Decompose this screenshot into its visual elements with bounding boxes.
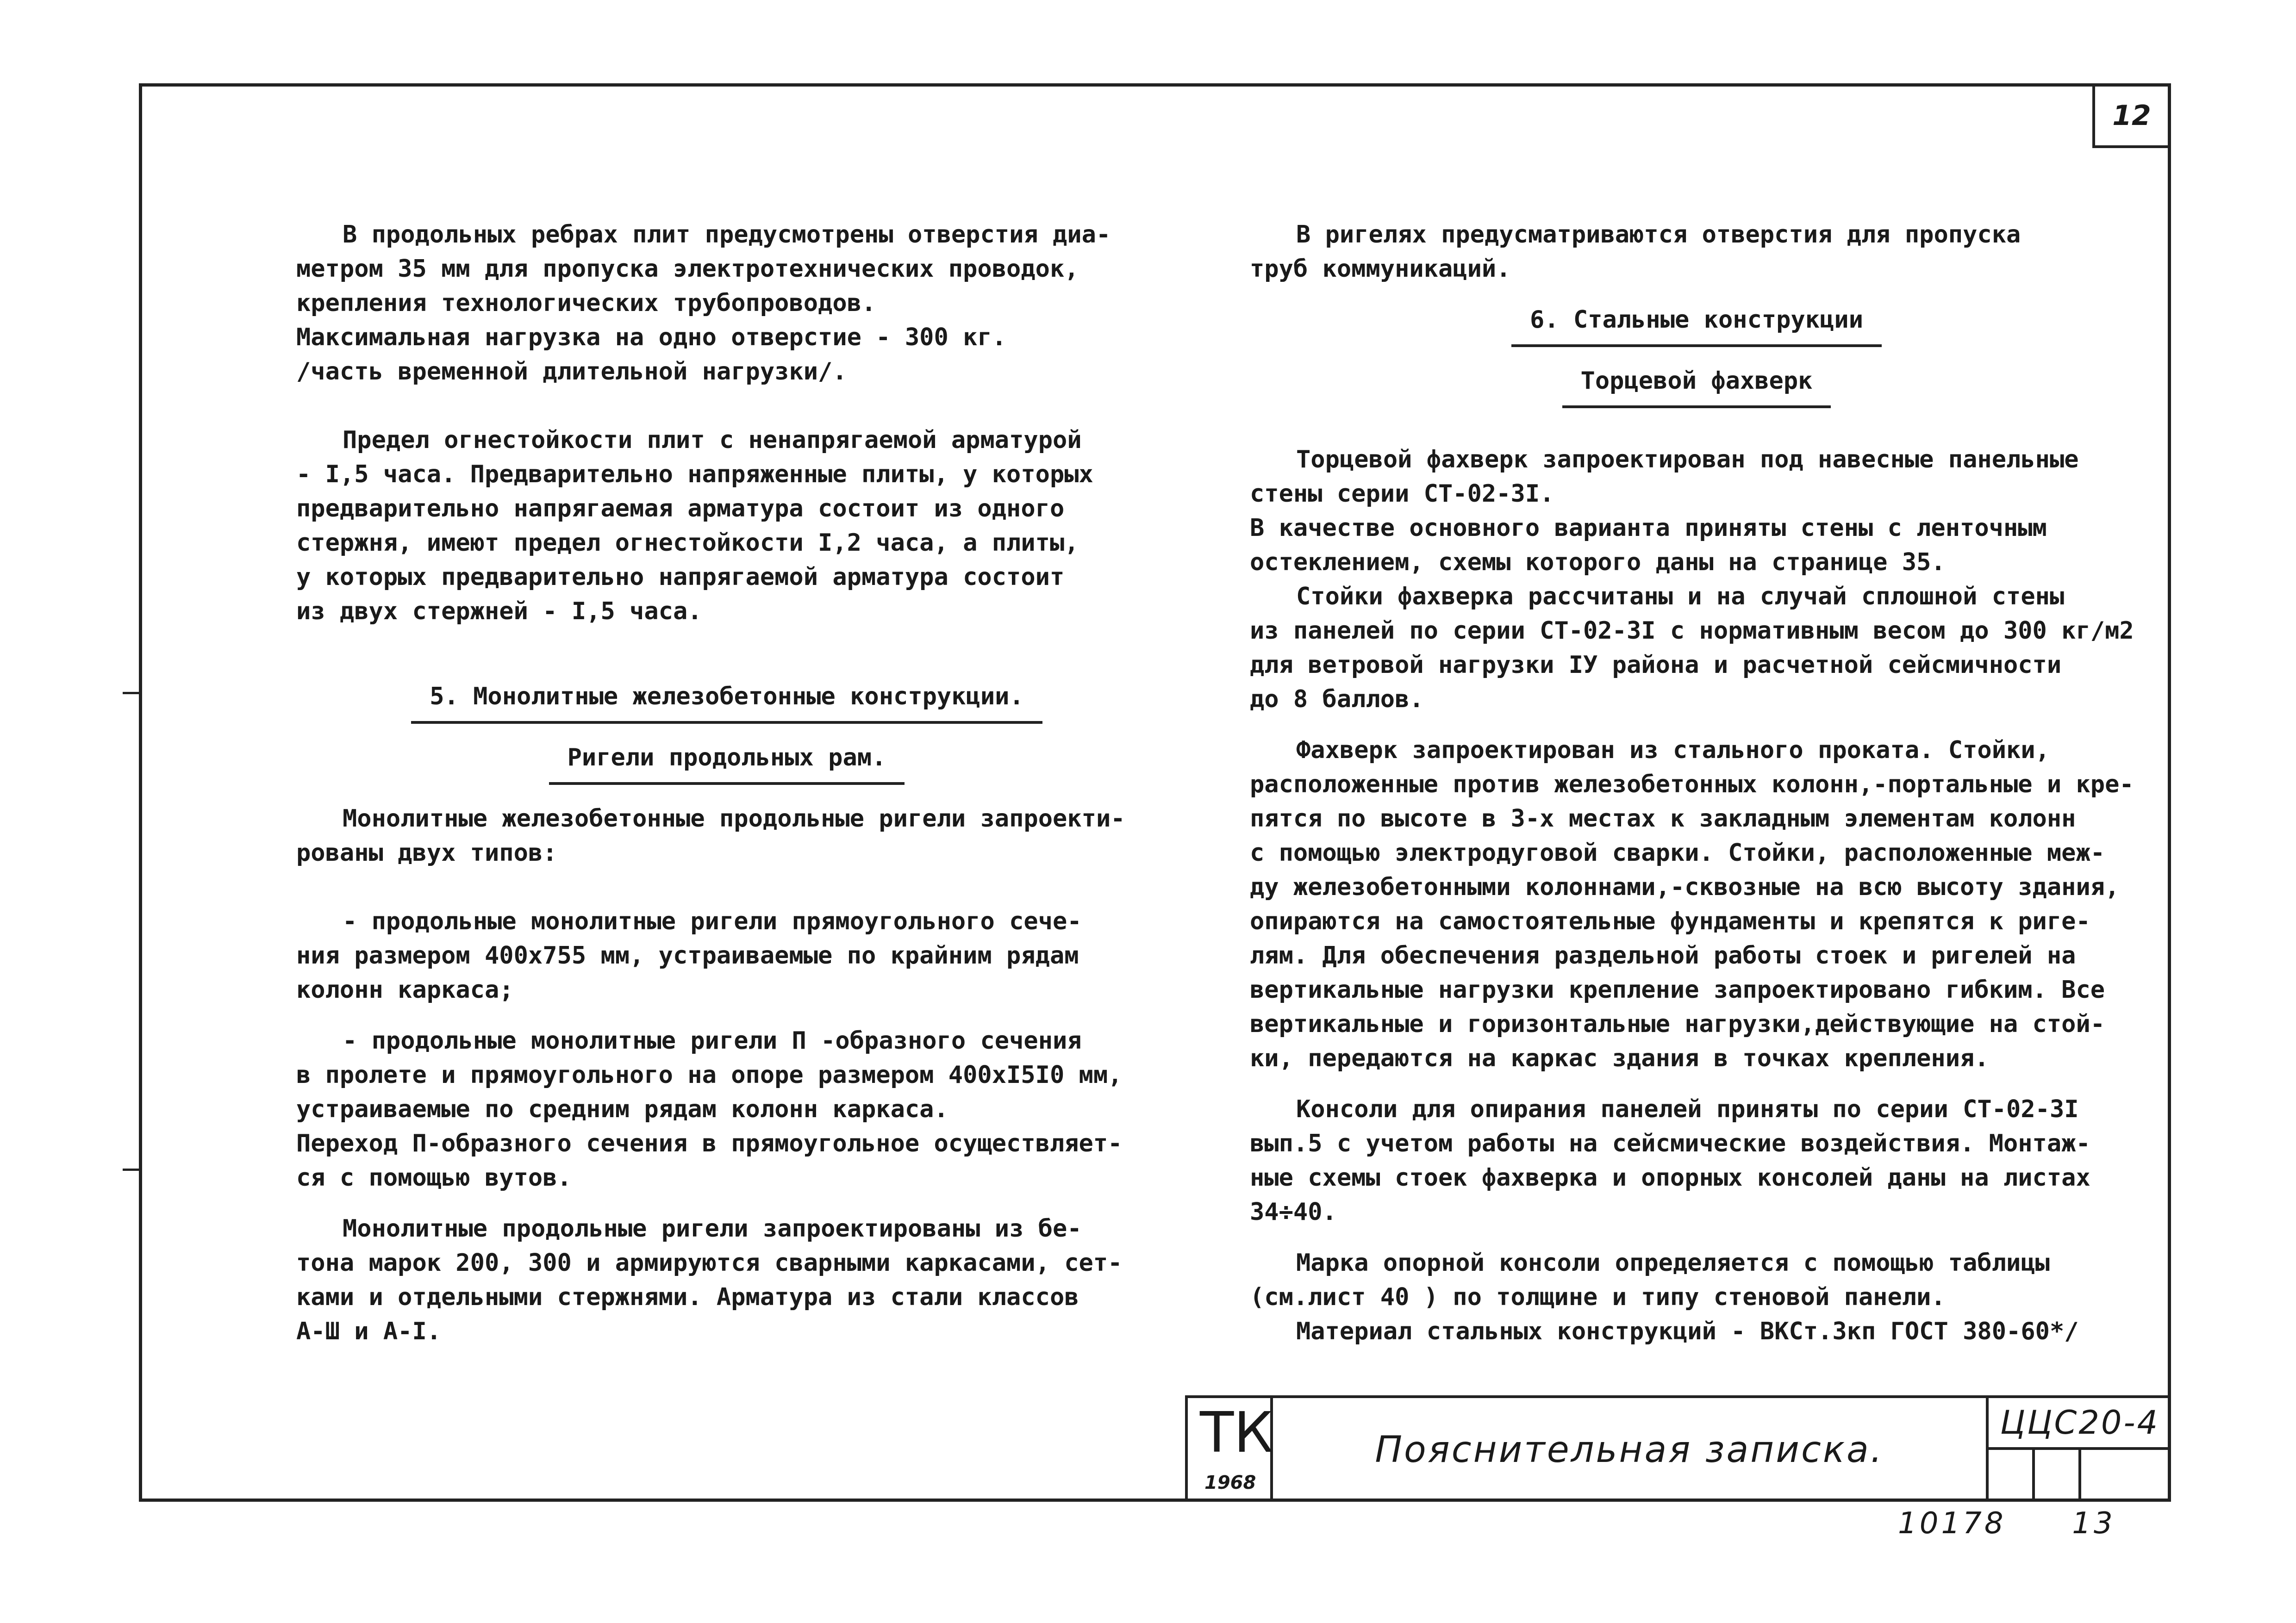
- paragraph-line: пятся по высоте в 3-х местах к закладным элементам колонн: [1250, 805, 2076, 833]
- title-block: [1185, 1395, 2171, 1502]
- list-item: - продольные монолитные ригели П -образного сечения: [343, 1027, 1082, 1055]
- paragraph-line: /часть временной длительной нагрузки/.: [296, 358, 847, 386]
- paragraph-line: до 8 баллов.: [1250, 685, 1424, 713]
- paragraph: Стойки фахверка рассчитаны и на случай сплошной стены: [1296, 583, 2065, 610]
- paragraph-line: Максимальная нагрузка на одно отверстие - 300 кг.: [296, 323, 1007, 351]
- subsection-heading: Торцевой фахверк: [1250, 364, 2143, 408]
- list-item-line: колонн каркаса;: [296, 976, 514, 1004]
- paragraph-line: метром 35 мм для пропуска электротехнических проводок,: [296, 255, 1079, 283]
- paragraph-line: вертикальные и горизонтальные нагрузки,действующие на стой-: [1250, 1010, 2105, 1038]
- paragraph: Материал стальных конструкций - ВКСт.3кп ГОСТ 380-60*/: [1296, 1318, 2079, 1345]
- organization-mark: ТК: [1200, 1401, 1273, 1465]
- paragraph-line: стержня, имеют предел огнестойкости I,2 часа, а плиты,: [296, 529, 1079, 557]
- margin-tick: [123, 1169, 139, 1171]
- paragraph-line: с помощью электродуговой сварки. Стойки, расположенные меж-: [1250, 839, 2105, 867]
- paragraph: Предел огнестойкости плит с ненапрягаемой арматурой: [343, 426, 1082, 454]
- paragraph-line: вертикальные нагрузки крепление запроектировано гибким. Все: [1250, 976, 2105, 1004]
- margin-tick: [123, 692, 139, 694]
- empty-cell: [2035, 1450, 2081, 1502]
- paragraph-line: расположенные против железобетонных колонн,-портальные и кре-: [1250, 771, 2134, 798]
- inventory-number: 10178: [1898, 1506, 2006, 1541]
- paragraph: В ригелях предусматриваются отверстия для пропуска: [1296, 221, 2021, 249]
- page-number: 12: [2092, 83, 2171, 148]
- paragraph-line: предварительно напрягаемая арматура состоит из одного: [296, 495, 1065, 522]
- section-heading: 6. Стальные конструкции: [1250, 303, 2143, 347]
- paragraph-line: ки, передаются на каркас здания в точках крепления.: [1250, 1045, 1989, 1072]
- paragraph-line: опираются на самостоятельные фундаменты и крепятся к риге-: [1250, 908, 2090, 935]
- footer-numbers: [1898, 1506, 2115, 1541]
- paragraph-line: остеклением, схемы которого даны на странице 35.: [1250, 548, 1946, 576]
- section-heading: 5. Монолитные железобетонные конструкции.: [296, 679, 1157, 724]
- list-item: - продольные монолитные ригели прямоугольного сече-: [343, 908, 1082, 935]
- paragraph: Марка опорной консоли определяется с помощью таблицы: [1296, 1249, 2050, 1277]
- paragraph-line: тона марок 200, 300 и армируются сварными каркасами, сет-: [296, 1249, 1123, 1277]
- paragraph-line: для ветровой нагрузки IУ района и расчетной сейсмичности: [1250, 651, 2062, 679]
- paragraph-line: рованы двух типов:: [296, 839, 557, 867]
- paragraph-line: из двух стержней - I,5 часа.: [296, 597, 702, 625]
- list-item-line: в пролете и прямоугольного на опоре размером 400хI5I0 мм,: [296, 1061, 1123, 1089]
- paragraph: В продольных ребрах плит предусмотрены отверстия диа-: [343, 221, 1111, 249]
- organization-cell: [1185, 1398, 1273, 1502]
- list-item-line: ния размером 400х755 мм, устраиваемые по крайним рядам: [296, 942, 1079, 970]
- list-item-line: ся с помощью вутов.: [296, 1164, 572, 1192]
- paragraph-line: труб коммуникаций.: [1250, 255, 1511, 283]
- right-column: [1250, 218, 2143, 1349]
- paragraph-line: крепления технологических трубопроводов.: [296, 289, 876, 317]
- paragraph-line: (см.лист 40 ) по толщине и типу стеновой панели.: [1250, 1283, 1946, 1311]
- paragraph-line: стены серии СТ-02-3I.: [1250, 480, 1554, 508]
- paragraph-line: А-Ш и А-I.: [296, 1318, 442, 1345]
- empty-cells: [1989, 1450, 2171, 1502]
- paragraph-line: В качестве основного варианта приняты стены с ленточным: [1250, 514, 2047, 542]
- series-code: ЦЦС20-4: [1989, 1398, 2171, 1450]
- paragraph-line: ду железобетонными колоннами,-сквозные на всю высоту здания,: [1250, 873, 2120, 901]
- year-label: 1968: [1204, 1472, 1256, 1493]
- paragraph-line: - I,5 часа. Предварительно напряженные плиты, у которых: [296, 460, 1093, 488]
- paragraph: Торцевой фахверк запроектирован под навесные панельные: [1296, 446, 2079, 473]
- paragraph: Фахверк запроектирован из стального проката. Стойки,: [1296, 736, 2050, 764]
- paragraph-line: вып.5 с учетом работы на сейсмические воздействия. Монтаж-: [1250, 1130, 2090, 1157]
- document-title: Пояснительная записка.: [1375, 1429, 1884, 1471]
- paragraph: Монолитные продольные ригели запроектированы из бе-: [343, 1215, 1082, 1243]
- paragraph-line: лям. Для обеспечения раздельной работы стоек и ригелей на: [1250, 942, 2076, 970]
- paragraph-line: у которых предварительно напрягаемой арматура состоит: [296, 563, 1065, 591]
- subsection-heading: Ригели продольных рам.: [296, 740, 1157, 785]
- paragraph: Консоли для опирания панелей приняты по серии СТ-02-3I: [1296, 1095, 2079, 1123]
- code-cell: [1986, 1398, 2171, 1502]
- paragraph: Монолитные железобетонные продольные ригели запроекти-: [343, 805, 1125, 833]
- list-item-line: устраиваемые по средним рядам колонн каркаса.: [296, 1095, 948, 1123]
- list-item-line: Переход П-образного сечения в прямоугольное осуществляет-: [296, 1130, 1123, 1157]
- paragraph-line: ками и отдельными стержнями. Арматура из стали классов: [296, 1283, 1079, 1311]
- paragraph-line: из панелей по серии СТ-02-3I с нормативным весом до 300 кг/м2: [1250, 617, 2134, 645]
- empty-cell: [1989, 1450, 2035, 1502]
- sheet-number: 13: [2072, 1506, 2115, 1541]
- paragraph-line: ные схемы стоек фахверка и опорных консолей даны на листах 34÷40.: [1250, 1164, 2090, 1226]
- left-column: [296, 218, 1157, 1349]
